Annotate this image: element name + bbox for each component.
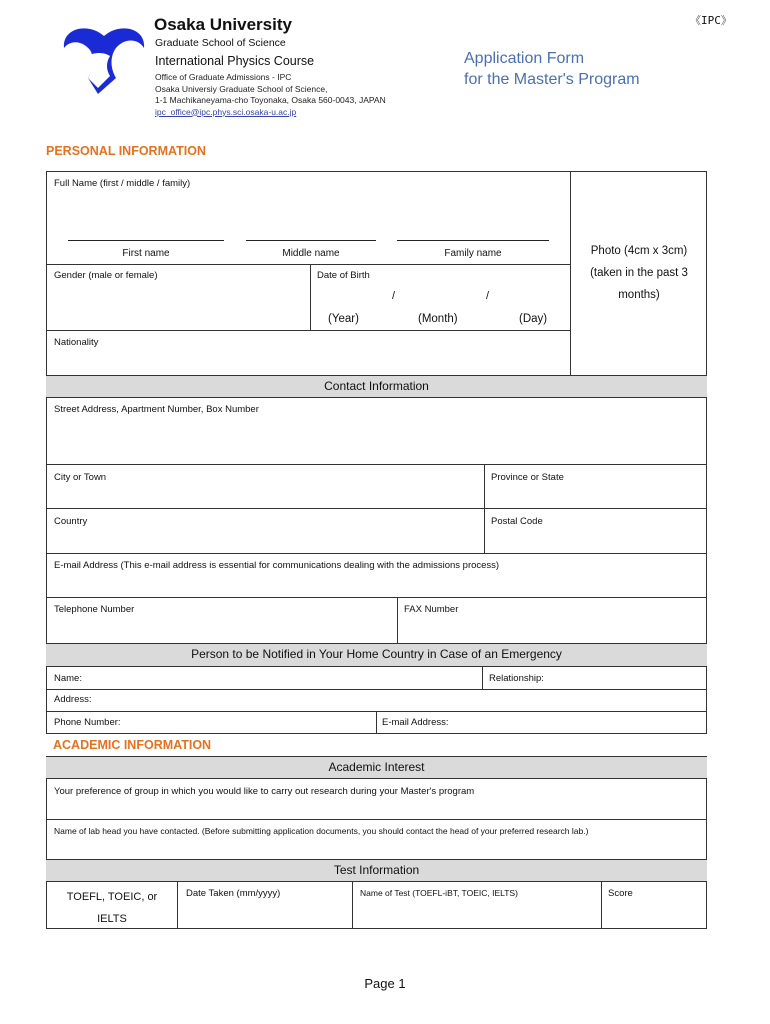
office-line: 1-1 Machikaneyama-cho Toyonaka, Osaka 560-0043, JAPAN (155, 95, 386, 105)
photo-line-1: Photo (4cm x 3cm) (590, 245, 688, 257)
middle-name-line[interactable] (246, 240, 376, 241)
university-name: Osaka University (154, 15, 292, 34)
dob-slash: / (392, 290, 396, 302)
research-preference-label: Your preference of group in which you would like to carry out research during your Master's program (54, 786, 475, 797)
lab-head-label: Name of lab head you have contacted. (Before submitting application documents, you should contact the head of your preferred research lab.) (54, 826, 589, 836)
full-name-label: Full Name (first / middle / family) (54, 178, 191, 189)
day-label: (Day) (519, 313, 548, 325)
photo-line-2: (taken in the past 3 (590, 267, 688, 279)
emergency-name-label: Name: (54, 673, 82, 684)
ipc-tag: 《IPC》 (690, 14, 732, 27)
page-number: Page 1 (364, 976, 406, 991)
first-name-label: First name (122, 248, 170, 259)
office-email-link[interactable]: ipc_office@ipc.phys.sci.osaka-u.ac.jp (155, 106, 297, 117)
osaka-university-logo-icon (58, 16, 150, 96)
gender-label: Gender (male or female) (54, 270, 158, 281)
photo-line-3: months) (618, 289, 660, 301)
office-line: Office of Graduate Admissions - IPC (155, 72, 292, 82)
emergency-band: Person to be Notified in Your Home Country in Case of an Emergency (46, 643, 707, 667)
test-type-line-2: IELTS (97, 913, 127, 925)
form-title-line-2: for the Master's Program (464, 71, 640, 88)
academic-interest-band: Academic Interest (46, 756, 707, 779)
emergency-address-label: Address: (54, 694, 92, 705)
emergency-phone-label: Phone Number: (54, 717, 121, 728)
academic-info-heading: ACADEMIC INFORMATION (53, 738, 212, 752)
first-name-line[interactable] (68, 240, 224, 241)
country-label: Country (54, 516, 88, 527)
middle-name-label: Middle name (282, 248, 340, 259)
emergency-email-label: E-mail Address: (382, 717, 449, 728)
year-label: (Year) (328, 313, 359, 325)
fax-label: FAX Number (404, 604, 459, 615)
score-label: Score (608, 888, 633, 899)
test-type-line-1: TOEFL, TOEIC, or (66, 891, 158, 903)
test-information-band: Test Information (46, 859, 707, 882)
dob-slash: / (486, 290, 490, 302)
name-of-test-label: Name of Test (TOEFL-iBT, TOEIC, IELTS) (360, 888, 518, 898)
family-name-line[interactable] (397, 240, 549, 241)
photo-area[interactable] (571, 240, 707, 306)
email-address-label: E-mail Address (This e-mail address is essential for communications dealing with the admissions process) (54, 560, 500, 571)
office-address (155, 72, 386, 118)
month-label: (Month) (418, 313, 458, 325)
school-name: Graduate School of Science (155, 37, 286, 49)
form-title (464, 48, 640, 90)
family-name-label: Family name (444, 248, 502, 259)
province-label: Province or State (491, 472, 564, 483)
relationship-label: Relationship: (489, 673, 544, 684)
test-type-label (47, 886, 177, 930)
personal-info-heading: PERSONAL INFORMATION (46, 144, 206, 158)
telephone-label: Telephone Number (54, 604, 135, 615)
date-of-birth-label: Date of Birth (317, 270, 370, 281)
street-address-label: Street Address, Apartment Number, Box Number (54, 404, 259, 415)
city-label: City or Town (54, 472, 107, 483)
course-name: International Physics Course (155, 54, 315, 68)
postal-code-label: Postal Code (491, 516, 543, 527)
form-title-line-1: Application Form (464, 50, 585, 67)
date-taken-label: Date Taken (mm/yyyy) (186, 888, 281, 899)
contact-info-band: Contact Information (46, 375, 707, 398)
office-line: Osaka Universiy Graduate School of Science, (155, 83, 328, 94)
nationality-label: Nationality (54, 337, 99, 348)
